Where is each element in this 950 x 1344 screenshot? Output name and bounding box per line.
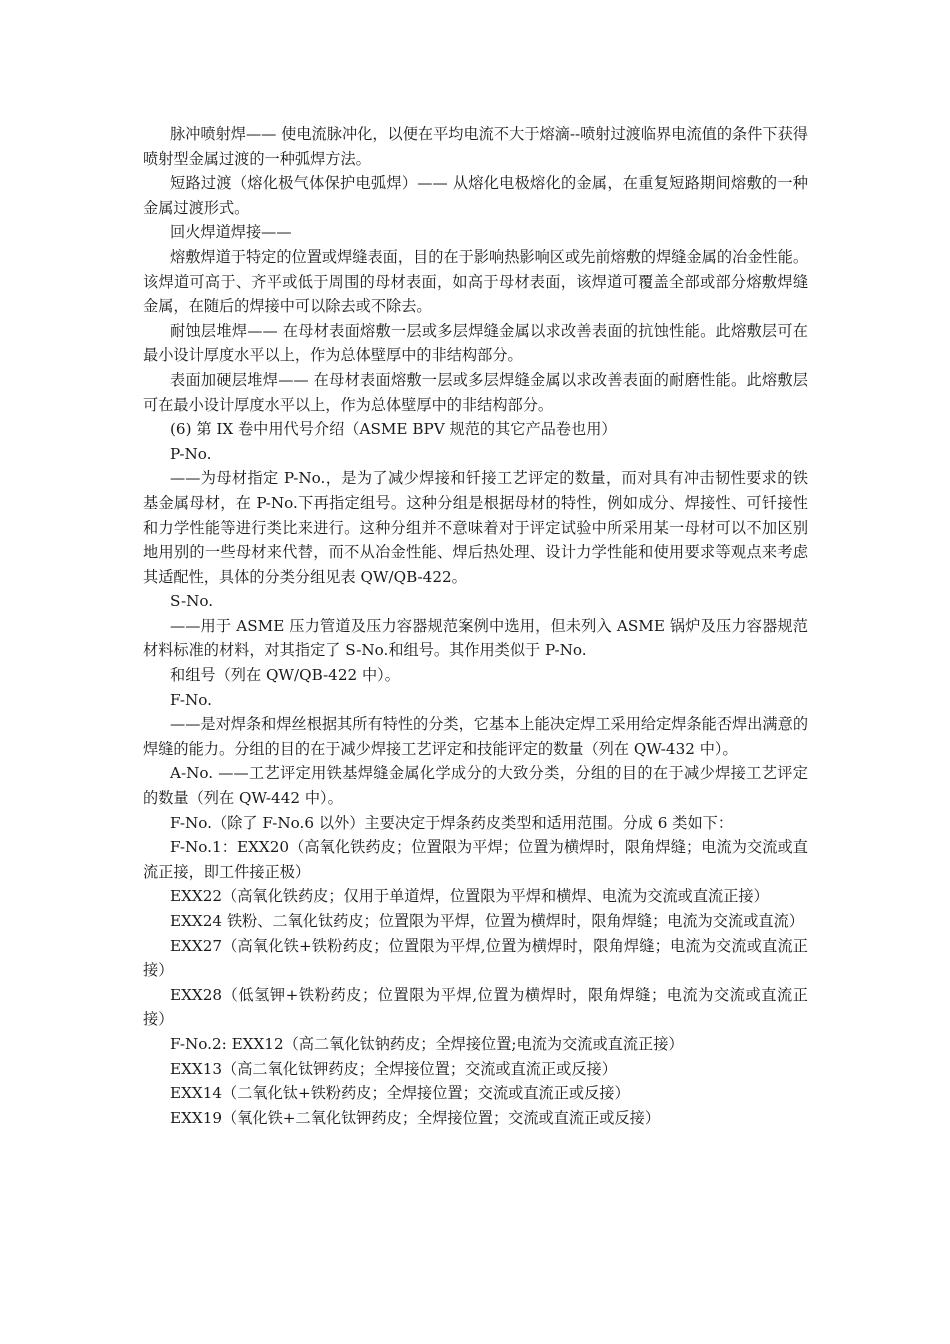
paragraph-exx24: EXX24 铁粉、二氧化钛药皮；位置限为平焊，位置为横焊时，限角焊缝；电流为交流或直流） xyxy=(170,912,804,930)
paragraph-corrosion-overlay: 耐蚀层堆焊—— 在母材表面熔敷一层或多层焊缝金属以求改善表面的抗蚀性能。此熔敷层可在最小设计厚度水平以上，作为总体壁厚中的非结构部分。 xyxy=(143,321,808,365)
paragraph-temper-bead-definition: 熔敷焊道于特定的位置或焊缝表面，目的在于影响热影响区或先前熔敷的焊缝金属的冶金性能。该焊道可高于、齐平或低于周围的母材表面，如高于母材表面，该焊道可覆盖全部或部分熔敷焊缝金属，在随后的焊接中可以除去或不除去。 xyxy=(143,247,808,316)
paragraph-section-ix-codes-heading: (6) 第 IX 卷中用代号介绍（ASME BPV 规范的其它产品卷也用） xyxy=(170,420,617,439)
document-body xyxy=(143,122,808,1130)
paragraph-short-circuit-transfer: 短路过渡（熔化极气体保护电弧焊）—— 从熔化电极熔化的金属，在重复短路期间熔敷的一种金属过渡形式。 xyxy=(143,174,808,217)
paragraph-s-no-group: 和组号（列在 QW/QB-422 中）。 xyxy=(170,666,400,685)
paragraph-a-no-definition: A-No. ——工艺评定用铁基焊缝金属化学成分的大致分类，分组的目的在于减少焊接工艺评定的数量（列在 QW-442 中）。 xyxy=(143,764,808,808)
paragraph-s-no-definition: ——用于 ASME 压力管道及压力容器规范案例中选用，但未列入 ASME 锅炉及压力容器规范材料标准的材料，对其指定了 S-No.和组号。其作用类似于 P-No. xyxy=(143,616,808,660)
paragraph-s-no-heading: S-No. xyxy=(170,592,214,611)
paragraph-p-no-heading: P-No. xyxy=(170,444,212,463)
paragraph-exx27: EXX27（高氧化铁+铁粉药皮；位置限为平焊,位置为横焊时，限角焊缝；电流为交流或直流正接） xyxy=(143,936,808,980)
paragraph-exx14: EXX14（二氧化钛+铁粉药皮；全焊接位置；交流或直流正或反接） xyxy=(170,1084,630,1103)
paragraph-f-no-classes-intro: F-No.（除了 F-No.6 以外）主要决定于焊条药皮类型和适用范围。分成 6 类如下： xyxy=(170,813,734,832)
paragraph-exx28: EXX28（低氢钾+铁粉药皮；位置限为平焊,位置为横焊时，限角焊缝；电流为交流或直流正接） xyxy=(143,985,808,1029)
paragraph-exx22: EXX22（高氧化铁药皮；仅用于单道焊，位置限为平焊和横焊、电流为交流或直流正接） xyxy=(170,887,769,906)
paragraph-p-no-definition: ——为母材指定 P-No.，是为了减少焊接和钎接工艺评定的数量，而对具有冲击韧性要求的铁基金属母材，在 P-No.下再指定组号。这种分组是根据母材的特性，例如成分、焊接性、可钎接性和力学性能等进行类比来进行。这种分组并不意味着对于评定试验中所采用某一母材可以不加区别地用别的一些母材来代替，而不从冶金性能、焊后热处理、设计力学性能和使用要求等观点来考虑其适配性，具体的分类分组见表 QW/QB-422。 xyxy=(143,469,808,586)
paragraph-f-no-2-exx12: F-No.2: EXX12（高二氧化钛钠药皮；全焊接位置;电流为交流或直流正接） xyxy=(170,1034,684,1053)
paragraph-hardfacing-overlay: 表面加硬层堆焊—— 在母材表面熔敷一层或多层焊缝金属以求改善表面的耐磨性能。此熔敷层可在最小设计厚度水平以上，作为总体壁厚中的非结构部分。 xyxy=(143,370,808,414)
paragraph-exx13: EXX13（高二氧化钛钾药皮；全焊接位置；交流或直流正或反接） xyxy=(170,1059,617,1078)
paragraph-pulsed-spray-welding: 脉冲喷射焊—— 使电流脉冲化，以便在平均电流不大于熔滴--喷射过渡临界电流值的条件下获得喷射型金属过渡的一种弧焊方法。 xyxy=(143,125,808,168)
paragraph-f-no-heading: F-No. xyxy=(170,690,212,709)
paragraph-f-no-definition: ——是对焊条和焊丝根据其所有特性的分类，它基本上能决定焊工采用给定焊条能否焊出满意的焊缝的能力。分组的目的在于减少焊接工艺评定和技能评定的数量（列在 QW-432 中）。 xyxy=(143,715,808,758)
paragraph-exx19: EXX19（氧化铁+二氧化钛钾药皮；全焊接位置；交流或直流正或反接） xyxy=(170,1108,661,1127)
paragraph-temper-bead-heading: 回火焊道焊接—— xyxy=(170,223,292,242)
paragraph-f-no-1-exx20: F-No.1：EXX20（高氧化铁药皮；位置限为平焊；位置为横焊时，限角焊缝；电流为交流或直流正接，即工件接正极） xyxy=(143,838,808,881)
